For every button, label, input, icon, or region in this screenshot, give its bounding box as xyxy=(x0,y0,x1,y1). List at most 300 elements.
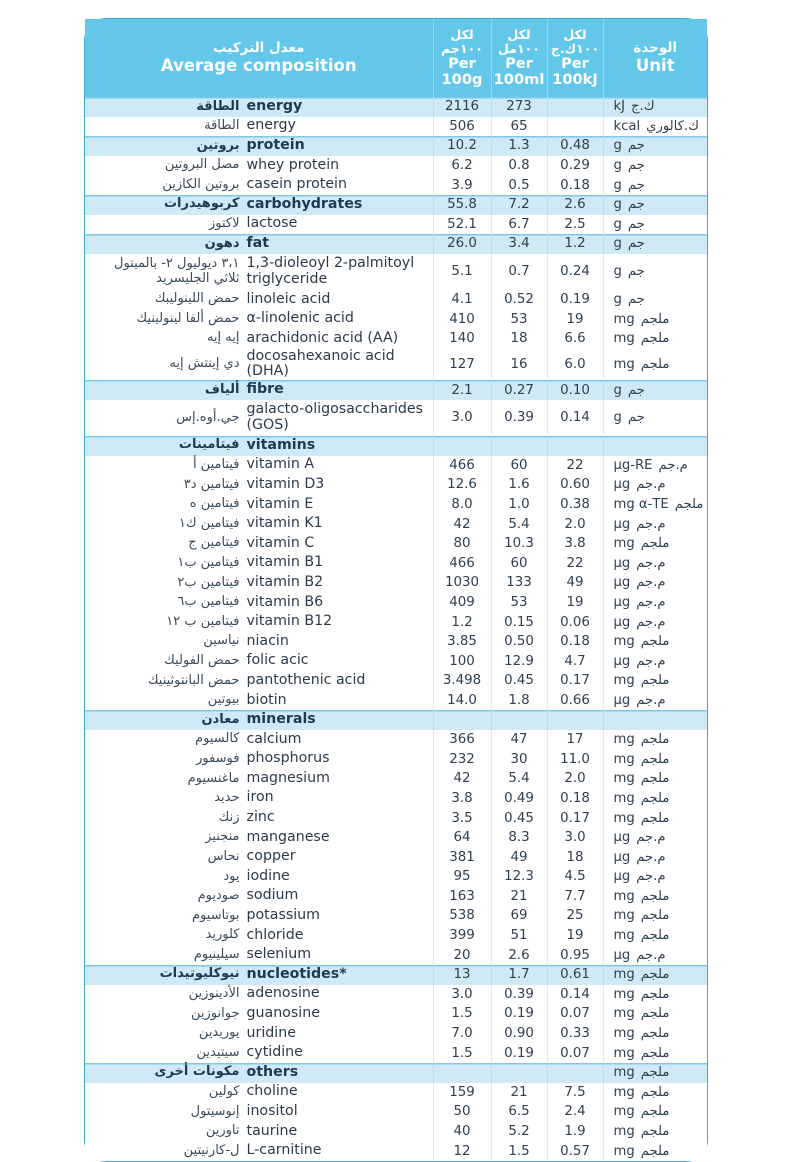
row-label-en: zinc xyxy=(246,809,275,826)
unit-en: µg xyxy=(613,477,631,493)
row-label-en: choline xyxy=(246,1083,298,1100)
row-label-en: vitamin B12 xyxy=(246,613,333,630)
row-label-ar: فيتامين أ xyxy=(192,457,240,473)
row-label-ar: يود xyxy=(223,868,240,884)
row-label-cell xyxy=(85,749,433,769)
value-cell-3: 3.8 xyxy=(547,534,603,554)
table-row xyxy=(85,534,707,554)
unit-en: µg xyxy=(613,830,631,846)
value-cell-1: 399 xyxy=(433,926,491,946)
row-label-cell xyxy=(85,234,433,254)
header-per-100kj-en-2: 100kJ xyxy=(552,71,598,89)
row-label-ar: نحاس xyxy=(207,848,240,864)
value-cell-2: 0.45 xyxy=(491,671,547,691)
value-cell-1: 80 xyxy=(433,534,491,554)
row-label-ar: حديد xyxy=(214,790,240,806)
table-row xyxy=(85,632,707,652)
row-label-ar: جي.أوه.إس xyxy=(176,409,240,425)
row-label-en: 1,3-dioleoyl 2-palmitoyl triglyceride xyxy=(246,254,415,287)
value-cell-3: 6.0 xyxy=(547,349,603,381)
value-cell-2: 0.8 xyxy=(491,156,547,176)
table-row xyxy=(85,612,707,632)
value-cell-2: 2.6 xyxy=(491,945,547,965)
value-cell-3: 6.6 xyxy=(547,329,603,349)
unit-en: µg xyxy=(613,516,631,532)
unit-cell xyxy=(603,234,707,254)
value-cell-1: 163 xyxy=(433,887,491,907)
unit-ar: ملجم xyxy=(640,1104,670,1120)
value-cell-3: 0.95 xyxy=(547,945,603,965)
table-row xyxy=(85,1004,707,1024)
unit-en: mg xyxy=(613,967,635,983)
row-label-cell xyxy=(85,156,433,176)
value-cell-1: 1.2 xyxy=(433,612,491,632)
table-row xyxy=(85,671,707,691)
average-composition-panel xyxy=(84,18,708,1162)
unit-en: mg xyxy=(613,790,635,806)
value-cell-1: 95 xyxy=(433,867,491,887)
value-cell-3: 0.29 xyxy=(547,156,603,176)
row-label-cell xyxy=(85,475,433,495)
unit-cell xyxy=(603,97,707,117)
row-label-ar: بوتاسيوم xyxy=(192,907,240,923)
unit-ar: ملجم xyxy=(640,732,670,748)
value-cell-1: 42 xyxy=(433,769,491,789)
unit-ar: جم xyxy=(627,292,645,308)
header-per-100ml xyxy=(491,19,547,97)
unit-ar: ملجم xyxy=(640,331,670,347)
row-label-ar: حمض الفوليك xyxy=(164,652,240,668)
row-label-en: phosphorus xyxy=(246,750,330,767)
unit-cell xyxy=(603,534,707,554)
value-cell-2: 6.7 xyxy=(491,215,547,235)
value-cell-3: 0.24 xyxy=(547,254,603,290)
value-cell-2: 0.7 xyxy=(491,254,547,290)
value-cell-2: 60 xyxy=(491,554,547,574)
value-cell-2: 69 xyxy=(491,906,547,926)
table-row xyxy=(85,985,707,1005)
value-cell-3: 1.2 xyxy=(547,234,603,254)
category-row xyxy=(85,234,707,254)
unit-en: mg xyxy=(613,331,635,347)
value-cell-2: 10.3 xyxy=(491,534,547,554)
unit-en: g xyxy=(613,158,622,174)
header-composition xyxy=(85,19,433,97)
unit-cell xyxy=(603,828,707,848)
value-cell-1: 3.0 xyxy=(433,985,491,1005)
row-label-cell xyxy=(85,456,433,476)
row-label-cell xyxy=(85,117,433,137)
row-label-cell xyxy=(85,651,433,671)
value-cell-1: 42 xyxy=(433,514,491,534)
value-cell-2: 0.19 xyxy=(491,1004,547,1024)
row-label-ar: مكونات أخرى xyxy=(154,1064,240,1080)
row-label-cell xyxy=(85,136,433,156)
unit-en: mg xyxy=(613,634,635,650)
unit-cell xyxy=(603,349,707,381)
unit-cell xyxy=(603,965,707,985)
row-label-cell xyxy=(85,97,433,117)
value-cell-3 xyxy=(547,1063,603,1083)
row-label-en: iron xyxy=(246,789,274,806)
row-label-ar: حمض البانتوثينيك xyxy=(147,672,240,688)
value-cell-3: 1.9 xyxy=(547,1122,603,1142)
header-unit xyxy=(603,19,707,97)
row-label-en: vitamins xyxy=(246,436,316,453)
unit-cell xyxy=(603,1141,707,1161)
row-label-en: niacin xyxy=(246,632,289,649)
unit-en: g xyxy=(613,236,622,252)
value-cell-2: 5.4 xyxy=(491,769,547,789)
table-row xyxy=(85,906,707,926)
value-cell-1: 5.1 xyxy=(433,254,491,290)
row-label-en: uridine xyxy=(246,1024,296,1041)
row-label-cell xyxy=(85,436,433,456)
value-cell-1: 538 xyxy=(433,906,491,926)
unit-ar: ملجم xyxy=(640,1084,670,1100)
unit-ar: م.جم xyxy=(636,614,666,630)
unit-ar: جم xyxy=(627,197,645,213)
value-cell-2: 5.4 xyxy=(491,514,547,534)
row-label-cell xyxy=(85,1024,433,1044)
unit-cell xyxy=(603,985,707,1005)
unit-en: g xyxy=(613,177,622,193)
unit-ar: جم xyxy=(627,158,645,174)
unit-en: mg xyxy=(613,810,635,826)
unit-ar: ملجم xyxy=(640,810,670,826)
value-cell-3: 0.07 xyxy=(547,1043,603,1063)
value-cell-3: 0.48 xyxy=(547,136,603,156)
table-row xyxy=(85,1102,707,1122)
row-label-en: linoleic acid xyxy=(246,290,331,307)
value-cell-3: 49 xyxy=(547,573,603,593)
table-row xyxy=(85,475,707,495)
value-cell-3: 7.5 xyxy=(547,1083,603,1103)
unit-cell xyxy=(603,573,707,593)
unit-en: mg xyxy=(613,673,635,689)
value-cell-3: 18 xyxy=(547,847,603,867)
row-label-cell xyxy=(85,632,433,652)
unit-ar: ملجم xyxy=(640,908,670,924)
unit-ar: م.جم xyxy=(658,457,688,473)
value-cell-1: 64 xyxy=(433,828,491,848)
value-cell-1: 232 xyxy=(433,749,491,769)
value-cell-3: 0.57 xyxy=(547,1141,603,1161)
value-cell-3: 0.19 xyxy=(547,290,603,310)
row-label-ar: كولين xyxy=(208,1084,240,1100)
unit-ar: ملجم xyxy=(640,1124,670,1140)
value-cell-2: 12.3 xyxy=(491,867,547,887)
row-label-en: nucleotides* xyxy=(246,965,347,982)
unit-cell xyxy=(603,887,707,907)
row-label-en: casein protein xyxy=(246,176,347,193)
row-label-ar: كلوريد xyxy=(205,927,240,943)
row-label-en: vitamin B6 xyxy=(246,593,324,610)
row-label-cell xyxy=(85,215,433,235)
row-label-cell xyxy=(85,1141,433,1161)
row-label-ar: منجنيز xyxy=(205,829,240,845)
row-label-cell xyxy=(85,175,433,195)
row-label-cell xyxy=(85,1102,433,1122)
value-cell-3: 0.17 xyxy=(547,808,603,828)
unit-en: µg xyxy=(613,555,631,571)
value-cell-2: 60 xyxy=(491,456,547,476)
header-per-100ml-en-2: 100ml xyxy=(493,71,545,89)
unit-en: mg xyxy=(613,536,635,552)
value-cell-2: 1.6 xyxy=(491,475,547,495)
value-cell-3: 4.7 xyxy=(547,651,603,671)
value-cell-1: 366 xyxy=(433,730,491,750)
row-label-cell xyxy=(85,965,433,985)
table-row xyxy=(85,290,707,310)
row-label-en: L-carnitine xyxy=(246,1142,322,1159)
value-cell-1: 466 xyxy=(433,456,491,476)
row-label-en: selenium xyxy=(246,946,312,963)
unit-cell xyxy=(603,867,707,887)
value-cell-1: 52.1 xyxy=(433,215,491,235)
value-cell-3: 22 xyxy=(547,456,603,476)
unit-ar: م.جم xyxy=(636,947,666,963)
row-label-ar: إنوسيتول xyxy=(190,1103,240,1119)
unit-en: mg xyxy=(613,986,635,1002)
unit-cell xyxy=(603,175,707,195)
row-label-ar: حمض اللينوليبك xyxy=(154,291,240,307)
row-label-ar: صوديوم xyxy=(197,888,240,904)
unit-cell xyxy=(603,593,707,613)
table-row xyxy=(85,769,707,789)
table-body xyxy=(85,97,707,1161)
value-cell-2 xyxy=(491,436,547,456)
value-cell-2: 1.3 xyxy=(491,136,547,156)
row-label-ar: فيتامين ب٦ xyxy=(177,594,240,610)
unit-cell xyxy=(603,730,707,750)
value-cell-3 xyxy=(547,710,603,730)
table-row xyxy=(85,514,707,534)
table-row xyxy=(85,691,707,711)
header-per-100kj-ar-1: لكل xyxy=(563,26,587,42)
value-cell-2: 1.5 xyxy=(491,1141,547,1161)
value-cell-2: 30 xyxy=(491,749,547,769)
unit-cell xyxy=(603,400,707,436)
row-label-ar: زنك xyxy=(218,809,240,825)
row-label-ar: نياسين xyxy=(203,633,240,649)
unit-cell xyxy=(603,847,707,867)
unit-ar: ملجم xyxy=(640,311,670,327)
value-cell-1: 6.2 xyxy=(433,156,491,176)
row-label-cell xyxy=(85,691,433,711)
unit-en: g xyxy=(613,197,622,213)
unit-cell xyxy=(603,117,707,137)
unit-cell xyxy=(603,1004,707,1024)
table-row xyxy=(85,651,707,671)
row-label-en: calcium xyxy=(246,730,302,747)
unit-en: mg xyxy=(613,771,635,787)
row-label-ar: نيوكليوتيدات xyxy=(159,966,240,982)
row-label-cell xyxy=(85,254,433,290)
unit-cell xyxy=(603,612,707,632)
unit-ar: ك.كالوري xyxy=(646,118,700,134)
header-per-100kj xyxy=(547,19,603,97)
value-cell-3 xyxy=(547,97,603,117)
row-label-en: vitamin B1 xyxy=(246,554,324,571)
table-row xyxy=(85,730,707,750)
unit-ar: ملجم xyxy=(640,986,670,1002)
value-cell-1: 381 xyxy=(433,847,491,867)
row-label-cell xyxy=(85,309,433,329)
row-label-cell xyxy=(85,290,433,310)
value-cell-3: 2.0 xyxy=(547,769,603,789)
unit-cell xyxy=(603,671,707,691)
row-label-en: folic acic xyxy=(246,652,309,669)
row-label-en: vitamin D3 xyxy=(246,475,325,492)
row-label-en: sodium xyxy=(246,887,299,904)
value-cell-1: 26.0 xyxy=(433,234,491,254)
row-label-ar: يوريدين xyxy=(198,1025,240,1041)
value-cell-1: 1.5 xyxy=(433,1004,491,1024)
row-label-cell xyxy=(85,789,433,809)
value-cell-1: 3.85 xyxy=(433,632,491,652)
value-cell-3: 2.4 xyxy=(547,1102,603,1122)
table-row xyxy=(85,1024,707,1044)
unit-cell xyxy=(603,380,707,400)
row-label-en: fibre xyxy=(246,381,284,398)
row-label-cell xyxy=(85,1063,433,1083)
table-row xyxy=(85,828,707,848)
table-row xyxy=(85,309,707,329)
header-per-100kj-ar-2: ١٠٠ك.ج xyxy=(550,40,600,56)
row-label-ar: مصل البروتين xyxy=(164,157,240,173)
value-cell-3: 0.18 xyxy=(547,789,603,809)
value-cell-2: 5.2 xyxy=(491,1122,547,1142)
unit-ar: ملجم xyxy=(640,1026,670,1042)
table-row xyxy=(85,456,707,476)
category-row xyxy=(85,965,707,985)
unit-ar: ملجم xyxy=(640,356,670,372)
value-cell-3: 0.06 xyxy=(547,612,603,632)
table-row xyxy=(85,593,707,613)
unit-cell xyxy=(603,495,707,515)
value-cell-2: 0.50 xyxy=(491,632,547,652)
row-label-cell xyxy=(85,534,433,554)
value-cell-3: 0.07 xyxy=(547,1004,603,1024)
row-label-ar: جوانوزين xyxy=(191,1005,240,1021)
value-cell-2: 0.90 xyxy=(491,1024,547,1044)
unit-en: µg xyxy=(613,947,631,963)
row-label-cell xyxy=(85,730,433,750)
row-label-en: vitamin E xyxy=(246,495,314,512)
table-row xyxy=(85,945,707,965)
row-label-cell xyxy=(85,195,433,215)
row-label-cell xyxy=(85,1043,433,1063)
row-label-en: energy xyxy=(246,97,303,114)
unit-cell xyxy=(603,691,707,711)
value-cell-2: 0.5 xyxy=(491,175,547,195)
header-per-100g-en-2: 100g xyxy=(441,71,483,89)
row-label-cell xyxy=(85,671,433,691)
row-label-ar: الطاقة xyxy=(204,118,240,134)
row-label-en: adenosine xyxy=(246,985,320,1002)
row-label-en: chloride xyxy=(246,926,304,943)
row-label-en: vitamin C xyxy=(246,534,315,551)
unit-en: g xyxy=(613,382,622,398)
unit-en: µg xyxy=(613,692,631,708)
header-row xyxy=(85,19,707,97)
value-cell-1: 8.0 xyxy=(433,495,491,515)
value-cell-1: 4.1 xyxy=(433,290,491,310)
unit-ar: ملجم xyxy=(640,771,670,787)
value-cell-2: 0.39 xyxy=(491,985,547,1005)
value-cell-3 xyxy=(547,117,603,137)
value-cell-2: 0.39 xyxy=(491,400,547,436)
value-cell-1: 1.5 xyxy=(433,1043,491,1063)
value-cell-1: 3.8 xyxy=(433,789,491,809)
value-cell-1: 466 xyxy=(433,554,491,574)
unit-en: mg xyxy=(613,1084,635,1100)
unit-cell xyxy=(603,215,707,235)
row-label-cell xyxy=(85,906,433,926)
header-per-100g-ar-2: ١٠٠جم xyxy=(440,40,483,56)
row-label-en: docosahexanoic acid (DHA) xyxy=(246,347,395,380)
value-cell-1: 1030 xyxy=(433,573,491,593)
row-label-ar: تاورين xyxy=(205,1123,240,1139)
unit-cell xyxy=(603,749,707,769)
value-cell-1: 140 xyxy=(433,329,491,349)
unit-ar: م.جم xyxy=(636,849,666,865)
value-cell-1: 2116 xyxy=(433,97,491,117)
value-cell-2: 1.7 xyxy=(491,965,547,985)
unit-en: kJ xyxy=(613,99,626,115)
value-cell-1 xyxy=(433,436,491,456)
unit-cell xyxy=(603,769,707,789)
unit-cell xyxy=(603,710,707,730)
value-cell-1 xyxy=(433,710,491,730)
value-cell-3: 0.60 xyxy=(547,475,603,495)
unit-ar: ملجم xyxy=(640,888,670,904)
unit-cell xyxy=(603,554,707,574)
unit-ar: ملجم xyxy=(640,634,670,650)
table-row xyxy=(85,573,707,593)
header-composition-en: Average composition xyxy=(160,56,357,76)
table-row xyxy=(85,847,707,867)
unit-ar: جم xyxy=(627,138,645,154)
unit-en: mg xyxy=(613,1065,635,1081)
unit-cell xyxy=(603,309,707,329)
unit-cell xyxy=(603,1083,707,1103)
row-label-en: taurine xyxy=(246,1122,298,1139)
value-cell-1: 3.498 xyxy=(433,671,491,691)
value-cell-2: 3.4 xyxy=(491,234,547,254)
value-cell-2: 0.52 xyxy=(491,290,547,310)
table-row xyxy=(85,926,707,946)
row-label-en: others xyxy=(246,1063,299,1080)
row-label-ar: فيتامين ه xyxy=(189,496,240,512)
category-row xyxy=(85,97,707,117)
row-label-ar: حمض ألفا لينولينيك xyxy=(136,310,240,326)
value-cell-2: 18 xyxy=(491,329,547,349)
row-label-ar: دهون xyxy=(204,235,240,251)
row-label-ar: الأدينوزين xyxy=(188,986,240,1002)
value-cell-3: 0.14 xyxy=(547,985,603,1005)
row-label-ar: معادن xyxy=(201,711,240,727)
value-cell-1: 40 xyxy=(433,1122,491,1142)
header-per-100g-en-1: Per xyxy=(448,54,476,72)
value-cell-2: 7.2 xyxy=(491,195,547,215)
table-row xyxy=(85,117,707,137)
unit-en: mg xyxy=(613,888,635,904)
row-label-ar: لاكتوز xyxy=(208,216,240,232)
row-label-ar: دي إينتش إيه xyxy=(169,356,240,372)
header-unit-ar: الوحدة xyxy=(633,40,678,56)
